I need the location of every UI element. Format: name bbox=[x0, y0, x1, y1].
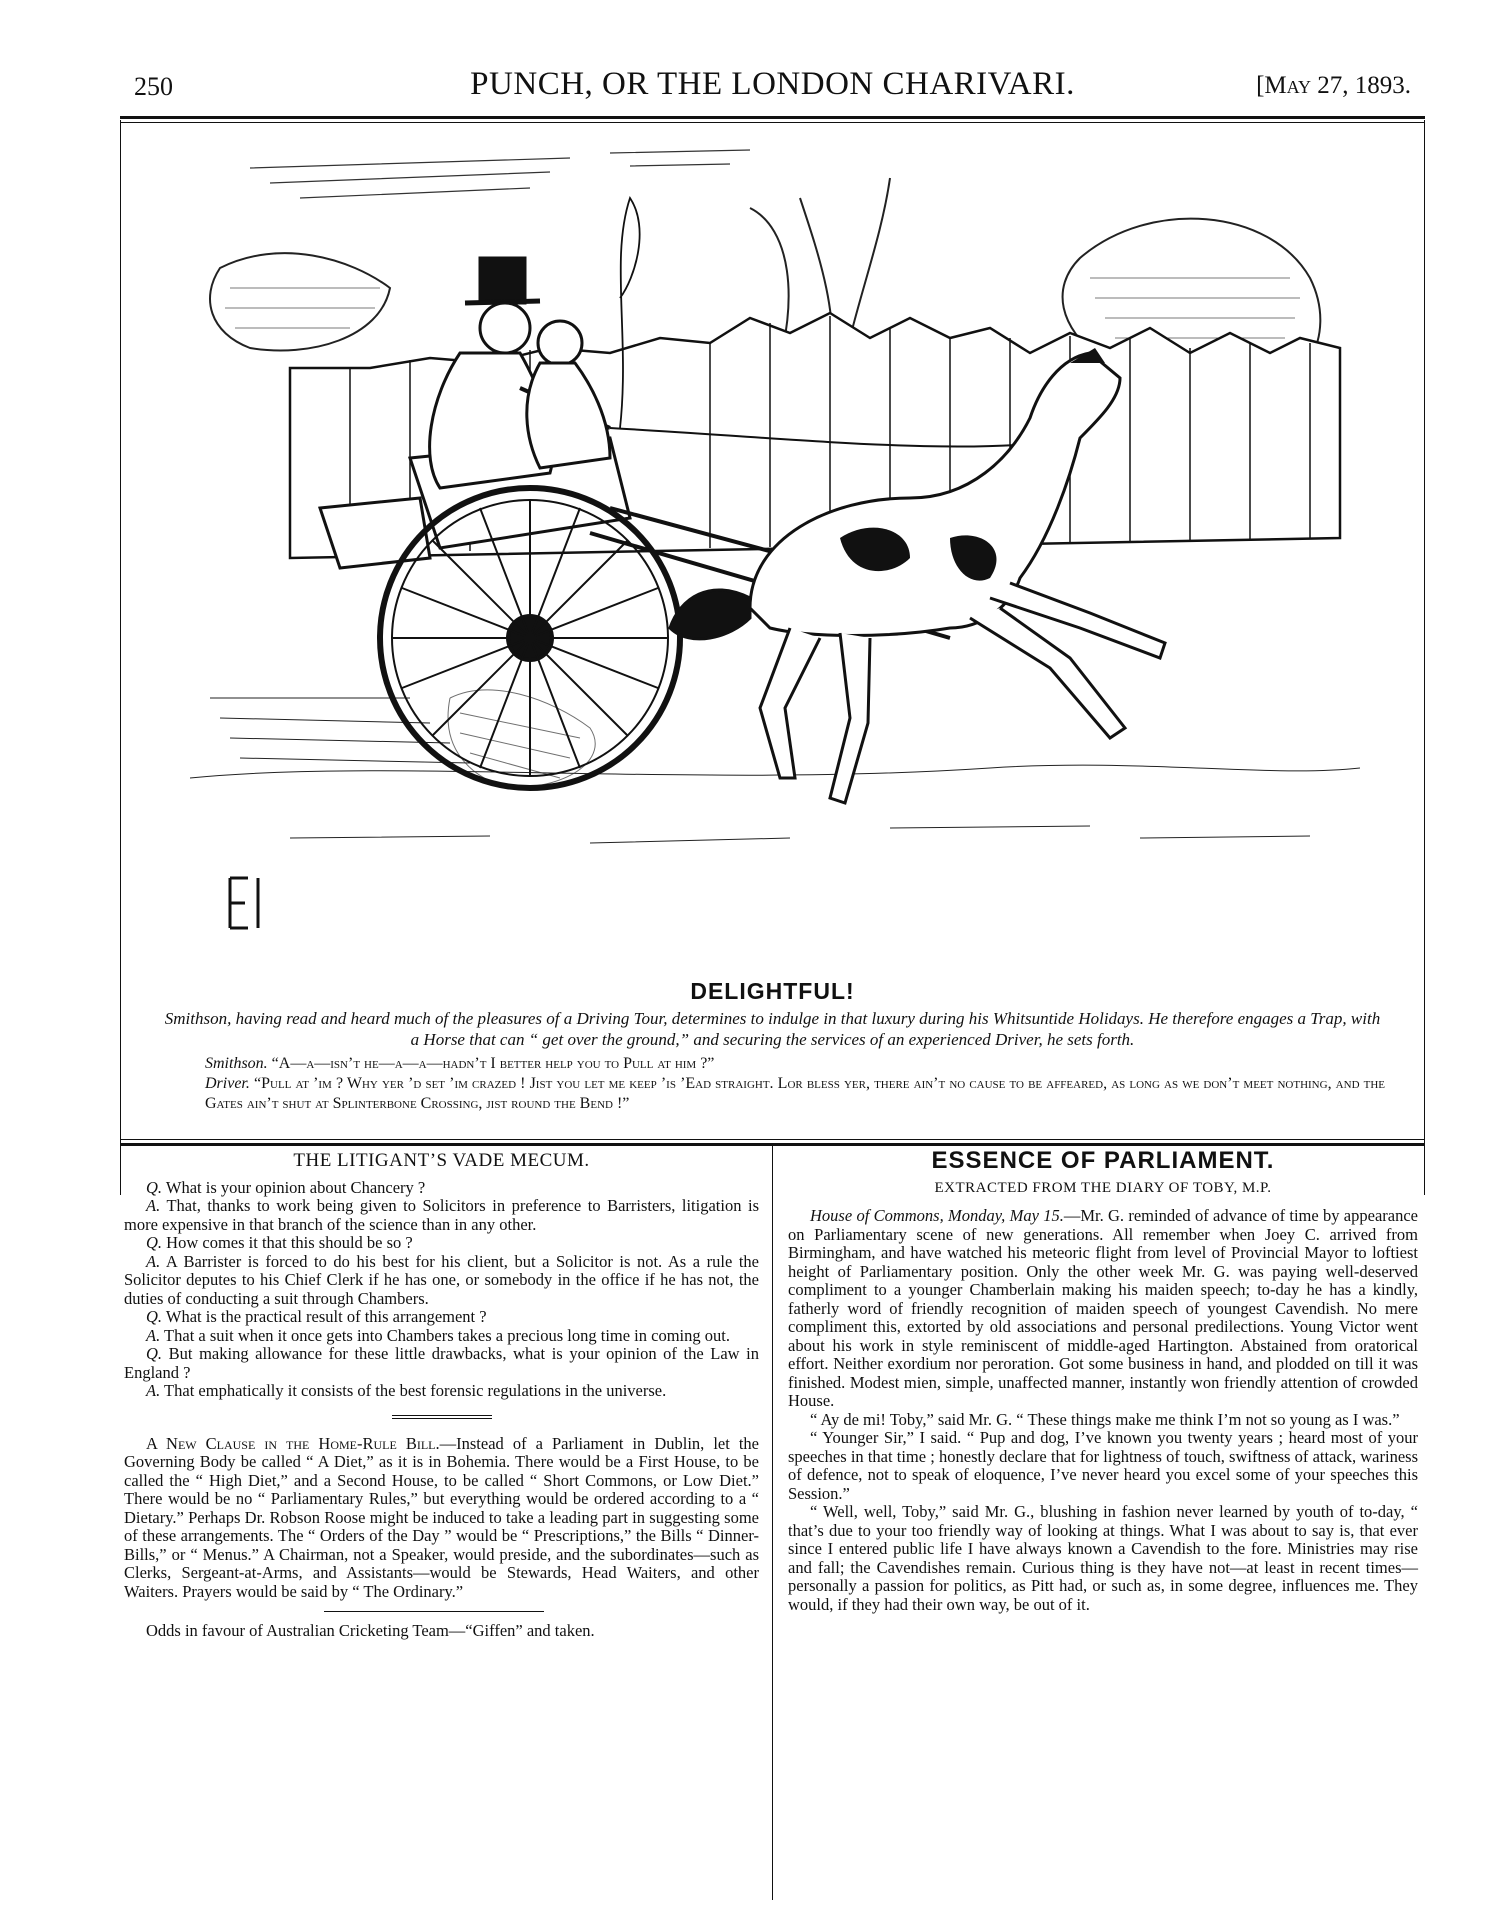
qa-item: A. That emphatically it consists of the best forensic regulations in the universe. bbox=[146, 1381, 667, 1400]
qa-item: A. A Barrister is forced to do his best for his client, but a Solicitor is not. As a rule the Solicitor deputes to his Chief Clerk if he has one, or somebody in the office if he has not, the duties of conducting a suit through Chambers. bbox=[124, 1251, 760, 1308]
divider-rule bbox=[324, 1611, 544, 1612]
cartoon-dialog bbox=[160, 1054, 1385, 1114]
frame-left bbox=[120, 120, 121, 1195]
masthead-title: PUNCH, OR THE LONDON CHARIVARI. bbox=[470, 66, 1075, 102]
speaker-driver: Driver. bbox=[205, 1075, 250, 1092]
artist-monogram: EHN bbox=[190, 138, 193, 139]
artist-monogram-icon bbox=[230, 878, 258, 928]
qa-item: Q. How comes it that this should be so ? bbox=[146, 1233, 413, 1252]
right-column bbox=[788, 1147, 1418, 1614]
smithson-line: “A—a—isn’t he—a—a—hadn’t I better help you to Pull at him ?” bbox=[271, 1055, 715, 1072]
column-divider bbox=[772, 1145, 773, 1900]
qa-item: Q. But making allowance for these little drawbacks, what is your opinion of the Law in England ? bbox=[124, 1344, 759, 1382]
qa-item: A. That, thanks to work being given to Solicitors in preference to Barristers, litigation is more expensive in that branch of the science than in any other. bbox=[124, 1196, 760, 1234]
cartoon-caption: Smithson, having read and heard much of the pleasures of a Driving Tour, determines to indulge in that luxury during his Whitsuntide Holidays. He therefore engages a Trap, with a Horse that can “ get over the ground,” and securing the services of an experienced Driver, he sets forth. bbox=[164, 1009, 1381, 1049]
section-rule bbox=[120, 1139, 1425, 1140]
essence-paragraph: House of Commons, Monday, May 15.—Mr. G. reminded of advance of time by appearance on Parliamentary scene of new generations. All remember when Joey C. arrived from Birmingham, and have watched his meteoric flight from level of Provincial Mayor to loftiest height of Parliamentary position. Only the other week Mr. G. was paying well-deserved compliment to a younger Chamberlain making his maiden speech; to-day he has a kindly, fatherly word of friendly recognition of maiden speech of youngest Cavendish. No mere compliment this, extorted by old associations and personal predilections. Young Victor went about his work in style reminiscent of middle-aged Hartington. Abstained from oratorical effort. Neither exordium nor peroration. Got some business in hand, and plodded on till it was finished. Modest mien, simple, unaffected manner, instantly won friendly attention of crowded House. bbox=[788, 1206, 1418, 1410]
page-number: 250 bbox=[134, 72, 173, 101]
essence-paragraph: “ Younger Sir,” I said. “ Pup and dog, I’ve known you twenty years ; heard most of your speeches in that time ; honestly declare that for lightness of touch, swiftness of attack, wariness of defence, not to speak of eloquence, I’ve never heard you excel some of your speeches this Session.” bbox=[788, 1428, 1418, 1503]
essence-title: ESSENCE OF PARLIAMENT. bbox=[931, 1147, 1275, 1174]
page bbox=[120, 60, 1425, 1900]
cartoon-title: DELIGHTFUL! bbox=[690, 978, 855, 1004]
header-rule bbox=[120, 116, 1425, 119]
frame-right bbox=[1424, 120, 1425, 1195]
new-clause-lead: A New Clause in the Home-Rule Bill. bbox=[146, 1433, 440, 1453]
essence-subtitle: EXTRACTED FROM THE DIARY OF TOBY, M.P. bbox=[934, 1179, 1272, 1196]
left-column bbox=[124, 1152, 759, 1641]
divider-rule bbox=[392, 1418, 492, 1419]
header-rule-thin bbox=[120, 122, 1425, 123]
qa-item: Q. What is your opinion about Chancery ? bbox=[146, 1177, 426, 1197]
speaker-smithson: Smithson. bbox=[205, 1055, 268, 1072]
page-header bbox=[120, 60, 1425, 116]
odds-paragraph: Odds in favour of Australian Cricketing Team—“Giffen” and taken. bbox=[146, 1621, 595, 1640]
cartoon-illustration bbox=[190, 138, 1360, 978]
new-clause-paragraph: A New Clause in the Home-Rule Bill.—Instead of a Parliament in Dublin, let the Governing Body be called “ A Diet,” as it is in Bohemia. There would be a First House, to be called the “ High Diet,” and a Second House, to be called “ Short Commons, or Low Diet.” There would be no “ Parliamentary Rules,” but everything would be ordered according to a “ Dietary.” Perhaps Dr. Robson Roose might be induced to take a leading part in suggesting some of these arrangements. The “ Orders of the Day ” would be “ Prescriptions,” the Bills “ Dinner-Bills,” or “ Menus.” A Chairman, not a Speaker, would preside, and the subordinates—such as Clerks, Sergeant-at-Arms, and Assistants—would be Stewards, Head Waiters, and other Waiters. Prayers would be said by “ The Ordinary.” bbox=[124, 1433, 760, 1601]
essence-paragraph: “ Ay de mi! Toby,” said Mr. G. “ These things make me think I’m not so young as I was.” bbox=[810, 1409, 1400, 1429]
divider-rule bbox=[392, 1415, 492, 1416]
essence-paragraph: “ Well, well, Toby,” said Mr. G., blushing in fashion never learned by youth of to-day, “ that’s due to your too friendly way of looking at things. What I was about to say is, that ever since I entered public life I have always known a Cavendish to the fore. Ministries may rise and fall; the Cavendishes remain. Curious thing is they have not—at least in recent times—personally a passion for politics, as Pitt had, or such as, in some degree, influences me. They would, if they had their own way, be out of it. bbox=[788, 1502, 1418, 1614]
essence-dateline: House of Commons, Monday, May 15. bbox=[810, 1206, 1064, 1225]
litigant-title: THE LITIGANT’S VADE MECUM. bbox=[293, 1150, 590, 1171]
driver-line: “Pull at ’im ? Why yer ’d set ’im crazed ! Jist you let me keep ’is ’Ead straight. Lor bless yer, there ain’t no cause to be affeared, as long as we don’t meet nothing, and the Gates ain’t shut at Splinterbone Crossing, jist round the Bend !” bbox=[205, 1075, 1386, 1112]
qa-item: A. That a suit when it once gets into Chambers takes a precious long time in coming out. bbox=[146, 1325, 730, 1345]
issue-date: [May 27, 1893. bbox=[1256, 72, 1411, 99]
qa-item: Q. What is the practical result of this arrangement ? bbox=[146, 1307, 487, 1326]
